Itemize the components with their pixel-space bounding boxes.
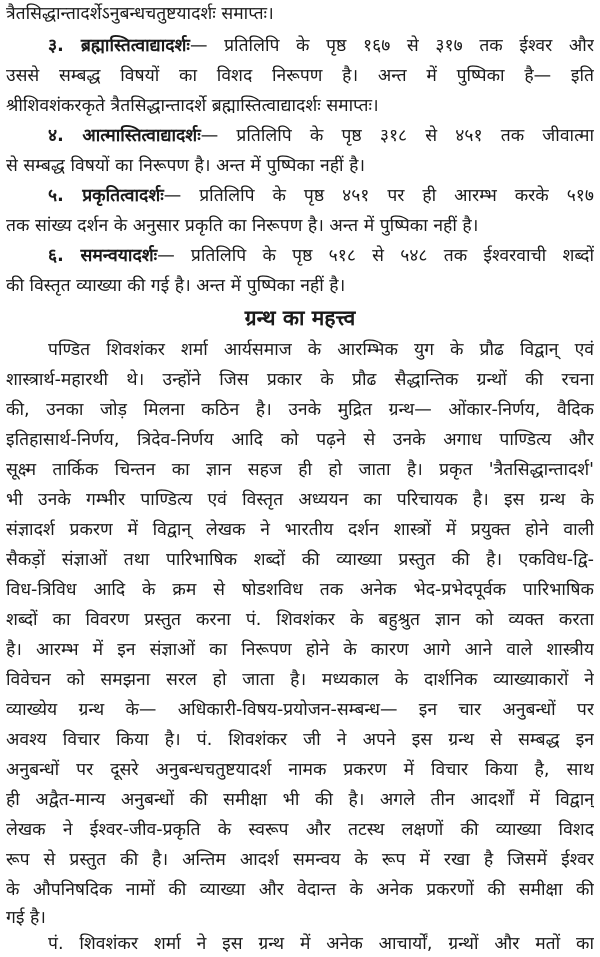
text-line xyxy=(6,64,594,88)
text-line xyxy=(6,214,594,238)
paragraph-line: व्याख्येय ग्रन्थ के— अधिकारी-विषय-प्रयोजन-सम्बन्ध— इन चार अनुबन्धों पर xyxy=(6,700,594,720)
paragraph-line: ही अद्वैत-मान्य अनुबन्धों की समीक्षा भी की है। अगले तीन आदर्शों में विद्वान् xyxy=(6,790,594,810)
paragraph-line: रूप से प्रस्तुत की है। अन्तिम आदर्श समन्वय के रूप में रखा है जिसमें ईश्वर xyxy=(6,850,594,870)
line-text: श्रीशिवशंकरकृते त्रैतसिद्धान्तादर्शे ब्रह्मास्तित्वाद्यादर्शः समाप्तः। xyxy=(6,96,379,116)
text-line xyxy=(6,274,594,298)
section-item-6 xyxy=(48,244,594,268)
paragraph-line: के औपनिषदिक नामों की व्याख्या और वेदान्त के अनेक प्रकरणों की समीक्षा की xyxy=(6,880,594,900)
section-term: ५. प्रकृतित्वादर्शः xyxy=(48,186,164,206)
paragraph-line: विध-त्रिविध आदि के क्रम से षोडशविध तक अनेक भेद-प्रभेदपूर्वक पारिभाषिक xyxy=(6,580,594,600)
paragraph-line: विवेचन को समझना सरल हो जाता है। मध्यकाल के दार्शनिक व्याख्याकारों ने xyxy=(6,670,594,690)
section-term: ६. समन्वयादर्शः xyxy=(48,246,158,266)
section-item-5 xyxy=(48,184,594,208)
paragraph-line: अनुबन्धों पर दूसरे अनुबन्धचतुष्टयादर्श नामक प्रकरण में विचार किया है, साथ xyxy=(6,760,594,780)
section-item-4 xyxy=(48,124,594,148)
paragraph-line: इतिहासार्थ-निर्णय, त्रिदेव-निर्णय आदि को पढ़ने से उनके अगाध पाण्डित्य और xyxy=(6,430,594,450)
section-term: ४. आत्मास्तित्वाद्यादर्शः xyxy=(48,126,201,146)
paragraph-line: संज्ञादर्श प्रकरण में विद्वान् लेखक ने भारतीय दर्शन शास्त्रों में प्रयुक्त होने वाली xyxy=(6,520,594,540)
paragraph-line: शास्त्रार्थ-महारथी थे। उन्होंने जिस प्रकार के प्रौढ सैद्धान्तिक ग्रन्थों की रचना xyxy=(6,370,594,390)
paragraph-line: भी उनके गम्भीर पाण्डित्य एवं विस्तृत अध्ययन का परिचायक है। इस ग्रन्थ के xyxy=(6,490,594,510)
line-text: — प्रतिलिपि के पृष्ठ १६७ से ३१७ तक ईश्वर और xyxy=(189,36,594,56)
section-item-3 xyxy=(48,34,594,58)
text-line xyxy=(6,94,594,118)
paragraph-line: सैकड़ों संज्ञाओं तथा पारिभाषिक शब्दों की व्याख्या प्रस्तुत की है। एकविध-द्वि- xyxy=(6,550,594,570)
line-text: से सम्बद्ध विषयों का निरूपण है। अन्त में पुष्पिका नहीं है। xyxy=(6,156,366,176)
line-text: — प्रतिलिपि के पृष्ठ ३१८ से ४५१ तक जीवात्मा xyxy=(200,126,594,146)
line-text: तक सांख्य दर्शन के अनुसार प्रकृति का निरूपण है। अन्त में पुष्पिका नहीं है। xyxy=(6,216,479,236)
paragraph-line: पं. शिवशंकर शर्मा ने इस ग्रन्थ में अनेक आचार्यों, ग्रन्थों और मतों का xyxy=(48,934,594,954)
paragraph-line: लेखक ने ईश्वर-जीव-प्रकृति के स्वरूप और तटस्थ लक्षणों की व्याख्या विशद xyxy=(6,820,594,840)
line-text: की विस्तृत व्याख्या की गई है। अन्त में पुष्पिका नहीं है। xyxy=(6,276,346,296)
paragraph-line: पण्डित शिवशंकर शर्मा आर्यसमाज के आरम्भिक युग के प्रौढ विद्वान् एवं xyxy=(48,340,594,360)
paragraph-line: की, उनका जोड़ मिलना कठिन है। उनके मुद्रित ग्रन्थ— ओंकार-निर्णय, वैदिक xyxy=(6,400,594,420)
section-term: ३. ब्रह्मास्तित्वाद्यादर्शः xyxy=(48,36,190,56)
paragraph-line: सूक्ष्म तार्किक चिन्तन का ज्ञान सहज ही हो जाता है। प्रकृत 'त्रैतसिद्धान्तादर्श' xyxy=(6,460,594,480)
line-text: उससे सम्बद्ध विषयों का विशद निरूपण है। अन्त में पुष्पिका है— इति xyxy=(6,66,594,86)
line-text: — प्रतिलिपि के पृष्ठ ५१८ से ५४८ तक ईश्वरवाची शब्दों xyxy=(157,246,594,266)
paragraph-line: है। आरम्भ में इन संज्ञाओं का निरूपण होने के कारण आगे आने वाले शास्त्रीय xyxy=(6,640,594,660)
paragraph-line: शब्दों का विवरण प्रस्तुत करना पं. शिवशंकर के बहुश्रुत ज्ञान को व्यक्त करता xyxy=(6,610,594,630)
line-text: त्रैतसिद्धान्तादर्शेऽनुबन्धचतुष्टयादर्शः समाप्तः। xyxy=(6,4,274,24)
paragraph-line: अवश्य विचार किया है। पं. शिवशंकर जी ने अपने इस ग्रन्थ से सम्बद्ध इन xyxy=(6,730,594,750)
section-heading: ग्रन्थ का महत्त्व xyxy=(244,306,356,330)
text-line xyxy=(6,2,594,26)
text-line xyxy=(6,154,594,178)
line-text: — प्रतिलिपि के पृष्ठ ४५१ पर ही आरम्भ करके ५१७ xyxy=(163,186,594,206)
paragraph-line: गई है। xyxy=(6,908,46,928)
